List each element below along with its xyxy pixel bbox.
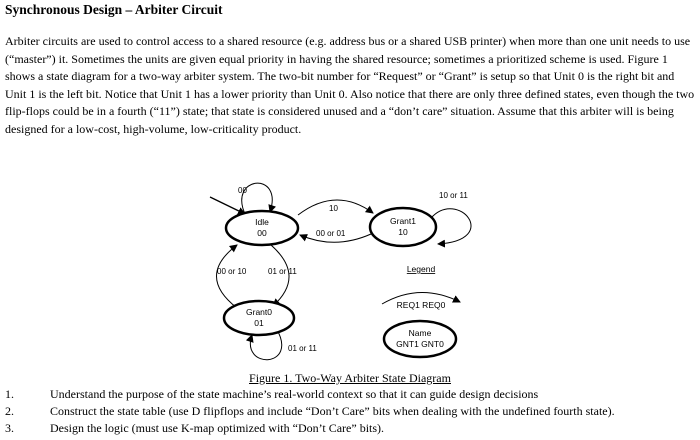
legend-title: Legend — [406, 264, 436, 274]
task-list — [5, 386, 615, 437]
figure-caption: Figure 1. Two-Way Arbiter State Diagram — [249, 371, 451, 385]
list-item-number: 3. — [5, 421, 14, 435]
list-item-text: Construct the state table (use D flipflops and include “Don’t Care” bits when dealing with the undefined fourth state). — [50, 404, 615, 418]
grant0-to-idle-arc — [217, 245, 238, 308]
intro-paragraph: Arbiter circuits are used to control access to a shared resource (e.g. address bus or a shared USB printer) when more than one unit needs to use (“master”) it. Sometimes the units are given equal priority in having the shared resource; sometimes a prioritized scheme is used. Figure 1 shows a state diagram for a two-way arbiter system. The two-bit number for “Request” or “Grant” is setup so that Unit 0 is the right bit and Unit 1 is the left bit. Notice that Unit 1 has a lower priority than Unit 0. Also notice that there are only three defined states, even though the two flip-flops could be in a fourth (“11”) state; that state is considered unused and a “don’t care” situation. Assume that this arbiter will is being designed for a low-cost, high-volume, low-criticality product. — [5, 34, 695, 136]
legend-arc-label: REQ1 REQ0 — [396, 300, 446, 310]
list-item-number: 1. — [5, 387, 14, 401]
state-idle-name: Idle — [255, 217, 269, 227]
grant1-to-idle-label: 00 or 01 — [316, 229, 346, 238]
list-item-text: Design the logic (must use K-map optimized with “Don’t Care” bits). — [50, 421, 385, 435]
list-item-text: Understand the purpose of the state machine’s real-world context so that it can guide design decisions — [50, 387, 539, 401]
document-title: Synchronous Design – Arbiter Circuit — [5, 2, 223, 17]
legend-state-code: GNT1 GNT0 — [396, 339, 444, 349]
list-item — [5, 420, 615, 437]
state-grant1-code: 10 — [398, 227, 408, 237]
start-arrow — [210, 197, 245, 214]
state-grant1-name: Grant1 — [390, 216, 416, 226]
state-grant0-name: Grant0 — [246, 307, 272, 317]
idle-to-grant0-label: 01 or 11 — [268, 267, 297, 276]
grant0-to-idle-label: 00 or 10 — [217, 267, 247, 276]
list-item-number: 2. — [5, 404, 14, 418]
idle-to-grant1-label: 10 — [329, 204, 338, 213]
idle-self-loop-label: 00 — [238, 186, 247, 195]
grant1-self-loop-label: 10 or 11 — [439, 191, 468, 200]
list-item — [5, 386, 615, 403]
state-grant0-code: 01 — [254, 318, 264, 328]
state-idle-code: 00 — [257, 228, 267, 238]
legend-state-name: Name — [408, 328, 432, 338]
grant0-self-loop-label: 01 or 11 — [288, 344, 317, 353]
list-item — [5, 403, 615, 420]
